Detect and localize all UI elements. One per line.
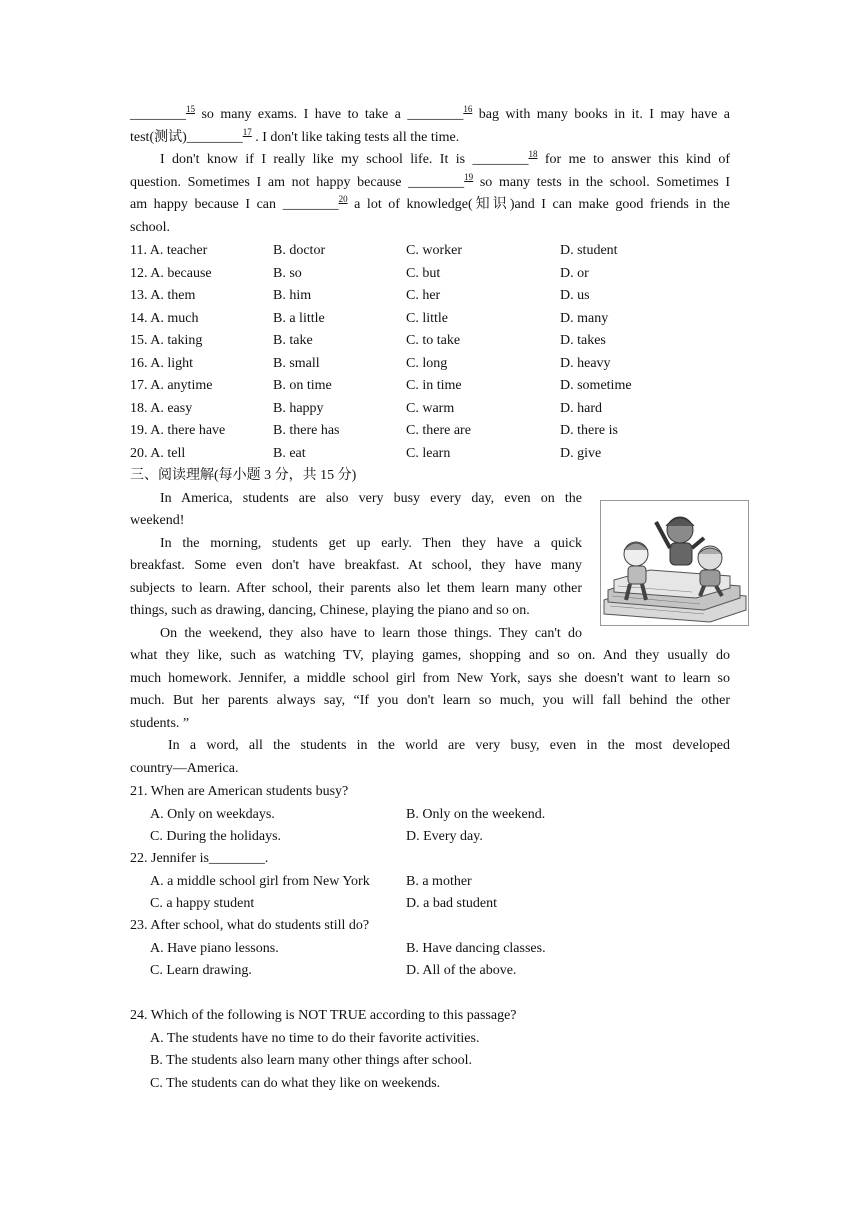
option-18-b: B. happy: [273, 400, 324, 416]
option-18-d: D. hard: [560, 400, 602, 416]
passage-line: In the morning, students get up early. Then they have a quick: [160, 536, 582, 551]
option-19-a: 19. A. there have: [130, 423, 226, 438]
option-12-a: 12. A. because: [130, 265, 212, 281]
option-11-a: 11. A. teacher: [130, 243, 208, 258]
option-17-b: B. on time: [273, 378, 332, 393]
question-stem: 22. Jennifer is________.: [130, 851, 269, 866]
question-option: C. Learn drawing.: [150, 963, 252, 978]
cloze-line: test(测试)________$^{17}$ . I don't like taking tests all the time.: [130, 127, 460, 145]
option-13-b: B. him: [273, 288, 312, 303]
option-16-c: C. long: [406, 355, 448, 371]
passage-line: breakfast. Some even don't have breakfast. At school, they have many: [130, 558, 582, 573]
cloze-line: I don't know if I really like my school life. It is ________$^{18}$ for me to answer this kind of: [160, 149, 730, 167]
option-12-d: D. or: [560, 265, 589, 281]
passage-line: much homework. Jennifer, a middle school girl from New York, says she doesn't want to learn so: [130, 671, 730, 686]
option-17-a: 17. A. anytime: [130, 378, 213, 393]
section-title: 三、阅读理解(每小题 3 分，共 15 分): [130, 468, 357, 483]
question-option: C. During the holidays.: [150, 829, 282, 844]
cloze-line: am happy because I can ________$^{20}$ a lot of knowledge(知识)and I can make good friends in the: [130, 194, 730, 212]
option-13-a: 13. A. them: [130, 288, 196, 303]
option-14-c: C. little: [406, 310, 448, 326]
question-stem: 21. When are American students busy?: [130, 784, 349, 799]
question-option: B. Only on the weekend.: [406, 806, 546, 822]
question-option: A. Only on weekdays.: [150, 806, 275, 822]
option-15-c: C. to take: [406, 333, 461, 348]
question-option: D. All of the above.: [406, 963, 517, 978]
option-18-a: 18. A. easy: [130, 400, 193, 416]
option-19-d: D. there is: [560, 423, 618, 438]
option-11-b: B. doctor: [273, 243, 326, 258]
cloze-line: ________$^{15}$ so many exams. I have to take a ________$^{16}$ bag with many books in it. I may have a: [130, 104, 731, 122]
passage-line: On the weekend, they also have to learn those things. They can't do: [160, 626, 582, 641]
question-option: C. a happy student: [150, 896, 255, 911]
option-11-c: C. worker: [406, 243, 462, 258]
question-stem: 24. Which of the following is NOT TRUE according to this passage?: [130, 1008, 517, 1023]
question-option: A. The students have no time to do their favorite activities.: [150, 1030, 480, 1046]
option-19-b: B. there has: [273, 423, 340, 438]
option-15-a: 15. A. taking: [130, 333, 203, 348]
passage-line: students. ”: [130, 716, 190, 731]
option-14-b: B. a little: [273, 310, 325, 326]
option-16-a: 16. A. light: [130, 355, 194, 371]
option-14-a: 14. A. much: [130, 310, 199, 326]
option-12-b: B. so: [273, 265, 302, 281]
option-15-b: B. take: [273, 333, 313, 348]
option-14-d: D. many: [560, 310, 609, 326]
question-option: A. Have piano lessons.: [150, 940, 279, 956]
option-11-d: D. student: [560, 243, 618, 258]
question-stem: 23. After school, what do students still do?: [130, 918, 370, 933]
passage-line: In a word, all the students in the world are very busy, even in the most developed: [168, 738, 730, 753]
option-18-c: C. warm: [406, 400, 455, 416]
option-20-d: D. give: [560, 445, 602, 461]
passage-line: country—America.: [130, 761, 239, 776]
question-option: B. The students also learn many other things after school.: [150, 1053, 473, 1068]
option-19-c: C. there are: [406, 423, 471, 438]
option-13-d: D. us: [560, 288, 590, 303]
option-12-c: C. but: [406, 265, 441, 281]
question-option: D. a bad student: [406, 896, 497, 911]
question-option: B. Have dancing classes.: [406, 940, 546, 956]
passage-line: things, such as drawing, dancing, Chinese, playing the piano and so on.: [130, 603, 530, 618]
kids-on-books-illustration: [600, 500, 749, 626]
option-15-d: D. takes: [560, 333, 606, 348]
option-17-c: C. in time: [406, 378, 462, 393]
option-20-b: B. eat: [273, 445, 306, 461]
passage-line: what they like, such as watching TV, playing games, shopping and so on. And they usually do: [130, 648, 730, 663]
option-13-c: C. her: [406, 288, 441, 303]
option-17-d: D. sometime: [560, 378, 632, 393]
question-option: A. a middle school girl from New York: [150, 873, 370, 889]
cloze-line: question. Sometimes I am not happy because ________$^{19}$ so many tests in the school. Sometimes I: [130, 172, 730, 190]
cloze-line: school.: [130, 220, 171, 235]
passage-line: weekend!: [130, 513, 185, 528]
option-16-d: D. heavy: [560, 355, 611, 371]
passage-line: subjects to learn. After school, their parents also let them learn many other: [130, 581, 582, 596]
passage-line: much. But her parents always say, “If you don't learn so much, you will fall behind the other: [130, 693, 730, 708]
passage-line: In America, students are also very busy every day, even on the: [160, 491, 582, 506]
question-option: B. a mother: [406, 873, 472, 889]
question-option: C. The students can do what they like on weekends.: [150, 1075, 441, 1091]
question-option: D. Every day.: [406, 829, 483, 844]
option-20-a: 20. A. tell: [130, 445, 186, 461]
option-16-b: B. small: [273, 355, 320, 371]
option-20-c: C. learn: [406, 445, 451, 461]
